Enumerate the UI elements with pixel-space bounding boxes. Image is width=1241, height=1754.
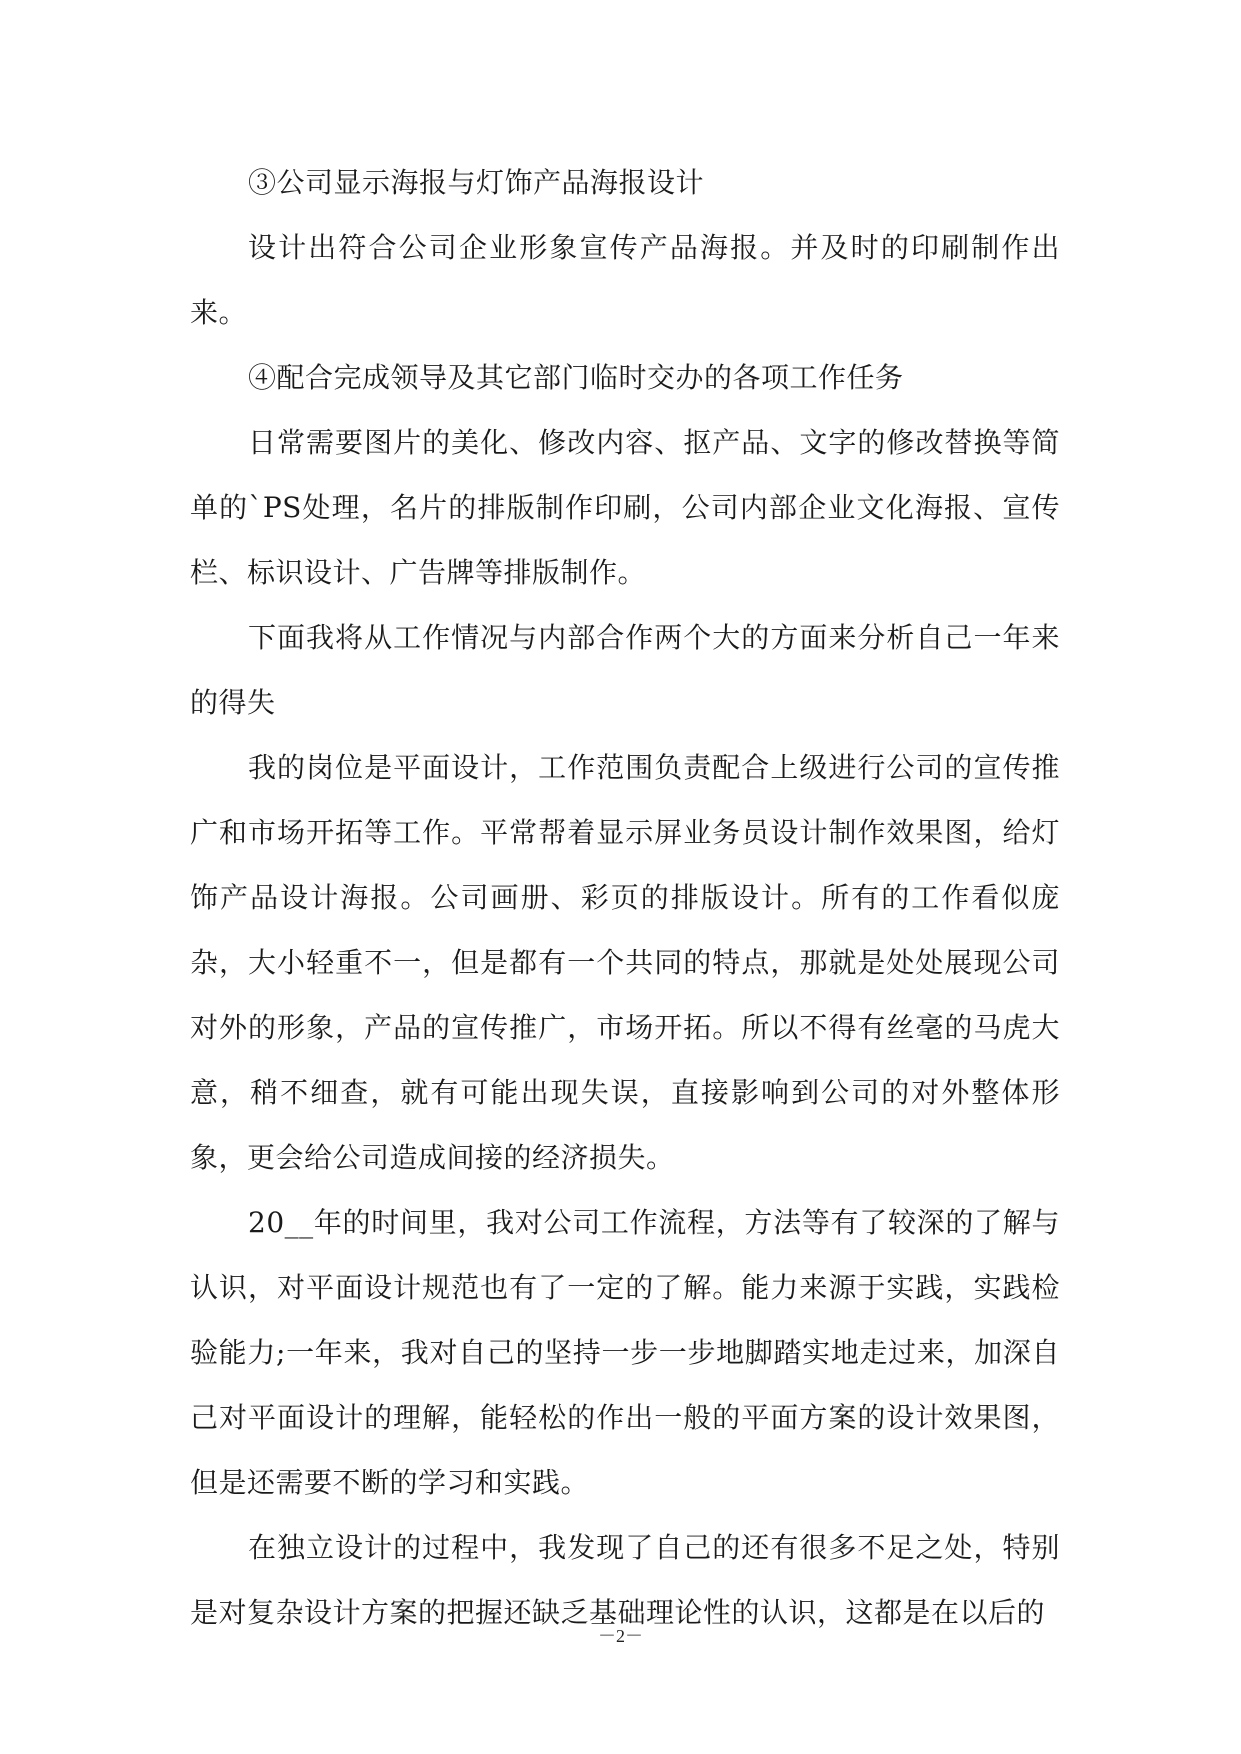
paragraph: 设计出符合公司企业形象宣传产品海报。并及时的印刷制作出来。 [190, 231, 1060, 329]
paragraph: 在独立设计的过程中，我发现了自己的还有很多不足之处，特别是对复杂设计方案的把握还缺乏基础理论性的认识，这都是在以后的 [190, 1531, 1060, 1629]
document-body [190, 150, 1060, 1645]
paragraph-heading-3: ③公司显示海报与灯饰产品海报设计 [248, 166, 705, 199]
paragraph: 日常需要图片的美化、修改内容、抠产品、文字的修改替换等简单的`PS处理，名片的排版制作印刷，公司内部企业文化海报、宣传栏、标识设计、广告牌等排版制作。 [190, 426, 1060, 589]
page-number: －2－ [598, 1626, 643, 1646]
paragraph: 我的岗位是平面设计，工作范围负责配合上级进行公司的宣传推广和市场开拓等工作。平常帮着显示屏业务员设计制作效果图，给灯饰产品设计海报。公司画册、彩页的排版设计。所有的工作看似庞杂，大小轻重不一，但是都有一个共同的特点，那就是处处展现公司对外的形象，产品的宣传推广，市场开拓。所以不得有丝毫的马虎大意，稍不细查，就有可能出现失误，直接影响到公司的对外整体形象，更会给公司造成间接的经济损失。 [190, 751, 1060, 1174]
paragraph: 20__年的时间里，我对公司工作流程，方法等有了较深的了解与认识，对平面设计规范也有了一定的了解。能力来源于实践，实践检验能力;一年来，我对自己的坚持一步一步地脚踏实地走过来，加深自己对平面设计的理解，能轻松的作出一般的平面方案的设计效果图，但是还需要不断的学习和实践。 [190, 1206, 1060, 1499]
paragraph-heading-4: ④配合完成领导及其它部门临时交办的各项工作任务 [248, 361, 904, 394]
paragraph: 下面我将从工作情况与内部合作两个大的方面来分析自己一年来的得失 [190, 621, 1060, 719]
